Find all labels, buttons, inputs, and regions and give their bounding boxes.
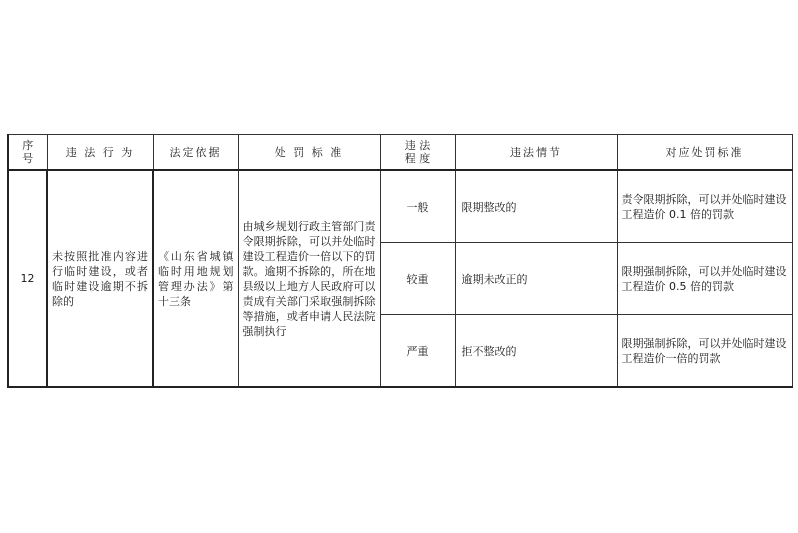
degree-cell: 一般 (380, 170, 455, 243)
row-seq: 12 (8, 170, 47, 387)
header-standard: 处 罚 标 准 (238, 135, 380, 171)
table-row (8, 170, 792, 243)
penalty-standard-table (7, 134, 793, 388)
header-corresponding: 对应处罚标准 (617, 135, 792, 171)
header-seq: 序 号 (8, 135, 47, 171)
row-standard: 由城乡规划行政主管部门责令限期拆除，可以并处临时建设工程造价一倍以下的罚款。逾期不拆除的，所在地县级以上地方人民政府可以责成有关部门采取强制拆除等措施，或者申请人民法院强制执行 (238, 170, 380, 387)
penalty-cell: 限期强制拆除，可以并处临时建设工程造价 0.5 倍的罚款 (617, 243, 792, 315)
degree-cell: 严重 (380, 315, 455, 388)
header-basis: 法定依据 (153, 135, 238, 171)
circumstance-cell: 限期整改的 (455, 170, 617, 243)
row-basis: 《山东省城镇临时用地规划管理办法》第十三条 (153, 170, 238, 387)
header-row (8, 135, 792, 171)
circumstance-cell: 拒不整改的 (455, 315, 617, 388)
degree-cell: 较重 (380, 243, 455, 315)
header-behavior: 违 法 行 为 (47, 135, 153, 171)
header-circumstance: 违法情节 (455, 135, 617, 171)
circumstance-cell: 逾期未改正的 (455, 243, 617, 315)
header-degree: 违 法 程 度 (380, 135, 455, 171)
penalty-cell: 限期强制拆除，可以并处临时建设工程造价一倍的罚款 (617, 315, 792, 388)
penalty-cell: 责令限期拆除，可以并处临时建设工程造价 0.1 倍的罚款 (617, 170, 792, 243)
row-behavior: 未按照批准内容进行临时建设，或者临时建设逾期不拆除的 (47, 170, 153, 387)
